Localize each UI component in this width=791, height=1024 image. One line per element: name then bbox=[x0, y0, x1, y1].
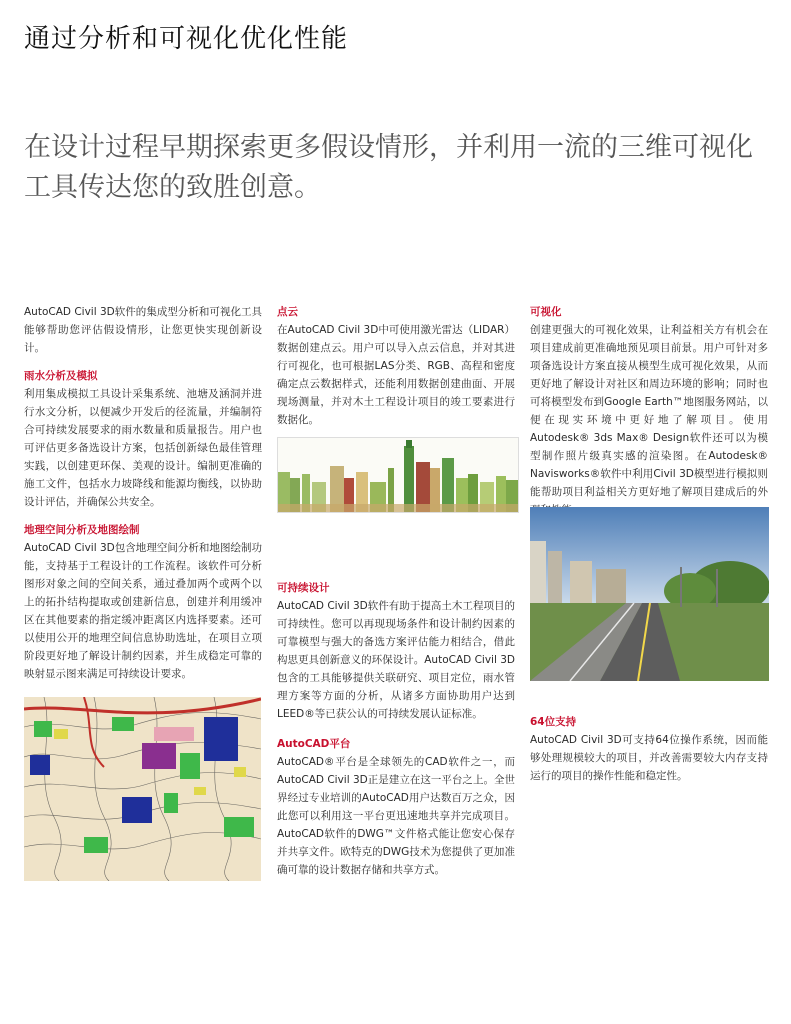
road-rendering-image bbox=[530, 507, 769, 681]
section-body-visualization: 创建更强大的可视化效果，让利益相关方有机会在项目建成前更准确地预见项目前景。用户可针对多项备选设计方案直接从模型生成可视化效果，从而更好地了解设计对社区和周边环境的影响；同时也可将模型发布到Google Earth™地图服务网站，以便在现实环境中更好地了解项目。使用Autodesk® 3ds Max® Design软件还可以为模型制作照片级真实感的渲染图。在Autodesk® Navisworks®软件中利用Civil 3D模型进行模拟则能帮助项目利益相关方更好地了解项目建成后的外 bbox=[530, 324, 768, 498]
section-heading-64bit: 64位支持 bbox=[530, 716, 577, 728]
section-heading-geospatial: 地理空间分析及地图绘制 bbox=[24, 524, 140, 536]
section-heading-visualization: 可视化 bbox=[530, 306, 562, 318]
section-body-64bit: AutoCAD Civil 3D可支持64位操作系统，因而能够处理规模较大的项目，并改善需要较大内存支持运行的项目的操作性能和稳定性。 bbox=[530, 734, 768, 782]
parcel-map-image bbox=[24, 697, 261, 881]
column-left bbox=[24, 303, 262, 683]
page-title: 通过分析和可视化优化性能 bbox=[24, 24, 349, 54]
section-body-stormwater: 利用集成模拟工具设计采集系统、池塘及涵洞并进行水文分析，以便减少开发后的径流量，并编制符合可持续发展要求的雨水数量和质量报告。用户也可评估更多备选设计方案，包括创新绿色最佳管理实践，以创建更环保、美观的设计。编制更准确的施工文件，包括水力坡降线和能源均衡线，以协助设计评估，并确保公共安全。 bbox=[24, 388, 262, 508]
intro-paragraph: AutoCAD Civil 3D软件的集成型分析和可视化工具能够帮助您评估假设情形，让您更快实现创新设计。 bbox=[24, 306, 262, 354]
section-heading-point-cloud: 点云 bbox=[277, 306, 298, 318]
column-middle bbox=[277, 303, 515, 879]
section-body-point-cloud: 在AutoCAD Civil 3D中可使用激光雷达（LIDAR）数据创建点云。用户可以导入点云信息，并对其进行可视化，也可根据LAS分类、RGB、高程和密度确定点云数据样式，还能利用数据创建曲面、开展现场测量，并对木土工程设计项目的竣工要素进行数据化。 bbox=[277, 324, 515, 426]
section-heading-platform: AutoCAD平台 bbox=[277, 738, 351, 750]
section-heading-sustainable: 可持续设计 bbox=[277, 582, 330, 594]
section-body-geospatial: AutoCAD Civil 3D包含地理空间分析和地图绘制功能，支持基于工程设计的工作流程。该软件可分析图形对象之间的空间关系，通过叠加两个或两个以上的拓扑结构提取或创建新信息，创建并利用缓冲区在其他要素的指定缓冲距离区内选择要素。还可以使用公开的地理空间信息协助选址，在项目立项阶段更好地了解设计制约因素，并生成稳定可靠的映射显示图来满足可持续设计要求。 bbox=[24, 542, 262, 680]
section-body-sustainable: AutoCAD Civil 3D软件有助于提高土木工程项目的可持续性。您可以再现现场条件和设计制约因素的可靠模型与强大的备选方案评估能力相结合，借此构思更具创新意义的环保设计。AutoCAD Civil 3D包含的工具能够提供关联研究、项目定位，雨水管理方案等方面的分析，从诸多方面协助用户达到LEED®等已获公认的可持续发展认证标准。 bbox=[277, 600, 515, 720]
point-cloud-image bbox=[277, 437, 519, 513]
section-body-platform: AutoCAD®平台是全球领先的CAD软件之一，而AutoCAD Civil 3D正是建立在这一平台之上。全世界经过专业培训的AutoCAD用户达数百万之众，因此您可以利用这一平台更迅速地共享并完成项目。AutoCAD软件的DWG™文件格式能让您安心保存并共享文件。欧特克的DWG技术为您提供了更加准确可靠的设计数据存储和共享方式。 bbox=[277, 756, 515, 876]
section-heading-stormwater: 雨水分析及模拟 bbox=[24, 370, 98, 382]
lead-statement: 在设计过程早期探索更多假设情形，并利用一流的三维可视化工具传达您的致胜创意。 bbox=[24, 132, 753, 203]
